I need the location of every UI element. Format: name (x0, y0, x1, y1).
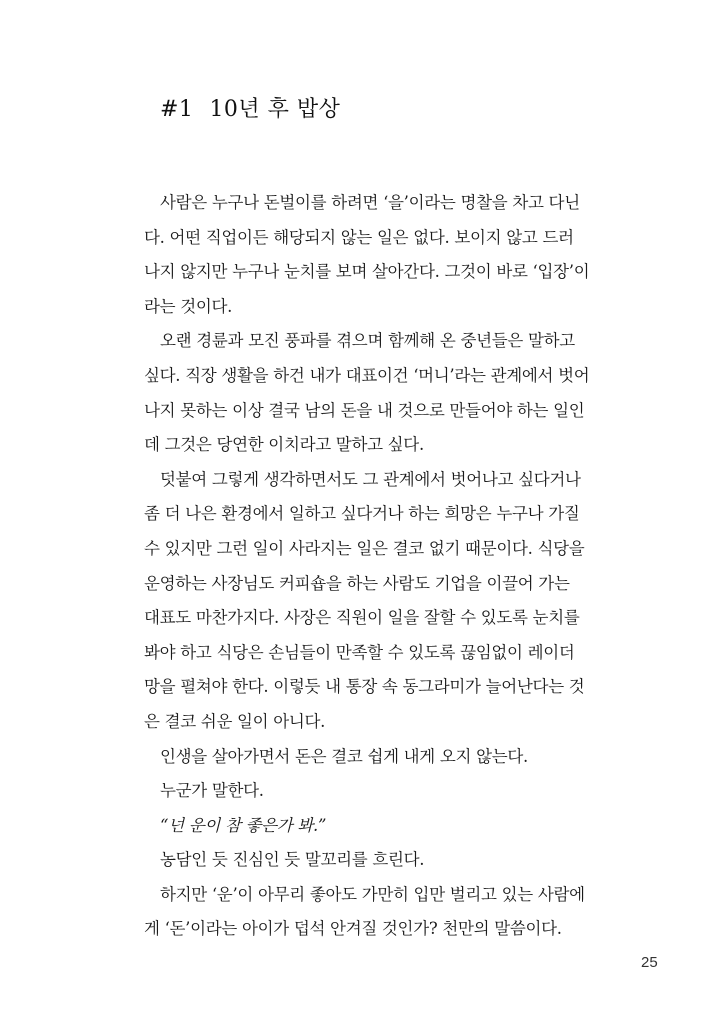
text-line: 라는 것이다. (144, 296, 233, 316)
chapter-title (160, 92, 340, 123)
chapter-number: #1 (160, 97, 194, 122)
text-line: 인생을 살아가면서 돈은 결코 쉽게 내게 오지 않는다. (160, 746, 528, 766)
text-line: 농담인 듯 진심인 듯 말꼬리를 흐린다. (160, 850, 425, 870)
text-line: 나지 못하는 이상 결국 남의 돈을 내 것으로 만들어야 하는 일인 (144, 400, 585, 420)
text-line: 나지 않지만 누구나 눈치를 보며 살아간다. 그것이 바로 ‘입장’이 (144, 262, 590, 282)
text-line: 다. 어떤 직업이든 해당되지 않는 일은 없다. 보이지 않고 드러 (144, 227, 574, 247)
text-line: 사람은 누구나 돈벌이를 하려면 ‘을’이라는 명찰을 차고 다닌 (160, 193, 580, 212)
text-line: 망을 펼쳐야 한다. 이렇듯 내 통장 속 동그라미가 늘어난다는 것 (144, 677, 585, 697)
chapter-title-text: 10년 후 밥상 (209, 97, 341, 122)
text-line: 게 ‘돈’이라는 아이가 덥석 안겨질 것인가? 천만의 말씀이다. (144, 919, 562, 939)
text-line: 봐야 하고 식당은 손님들이 만족할 수 있도록 끊임없이 레이더 (144, 642, 575, 662)
body-text (144, 186, 604, 947)
text-line: 데 그것은 당연한 이치라고 말하고 싶다. (144, 435, 424, 455)
text-line: 오랜 경륜과 모진 풍파를 겪으며 함께해 온 중년들은 말하고 (160, 331, 575, 351)
text-line: 좀 더 나은 환경에서 일하고 싶다거나 하는 희망은 누구나 가질 (144, 504, 580, 524)
text-line: 수 있지만 그런 일이 사라지는 일은 결코 없기 때문이다. 식당을 (144, 538, 585, 558)
page-number: 25 (641, 954, 658, 971)
text-line: 운영하는 사장님도 커피숍을 하는 사람도 기업을 이끌어 가는 (144, 573, 570, 593)
text-line: 덧붙여 그렇게 생각하면서도 그 관계에서 벗어나고 싶다거나 (160, 469, 581, 489)
text-line: 은 결코 쉬운 일이 아니다. (144, 711, 326, 731)
quote-line: “넌 운이 참 좋은가 봐.” (160, 815, 327, 835)
text-line: 싶다. 직장 생활을 하건 내가 대표이건 ‘머니’라는 관계에서 벗어 (144, 365, 590, 385)
text-line: 대표도 마찬가지다. 사장은 직원이 일을 잘할 수 있도록 눈치를 (144, 608, 580, 628)
text-line: 누군가 말한다. (160, 781, 264, 801)
text-line: 하지만 ‘운’이 아무리 좋아도 가만히 입만 벌리고 있는 사람에 (160, 884, 585, 904)
